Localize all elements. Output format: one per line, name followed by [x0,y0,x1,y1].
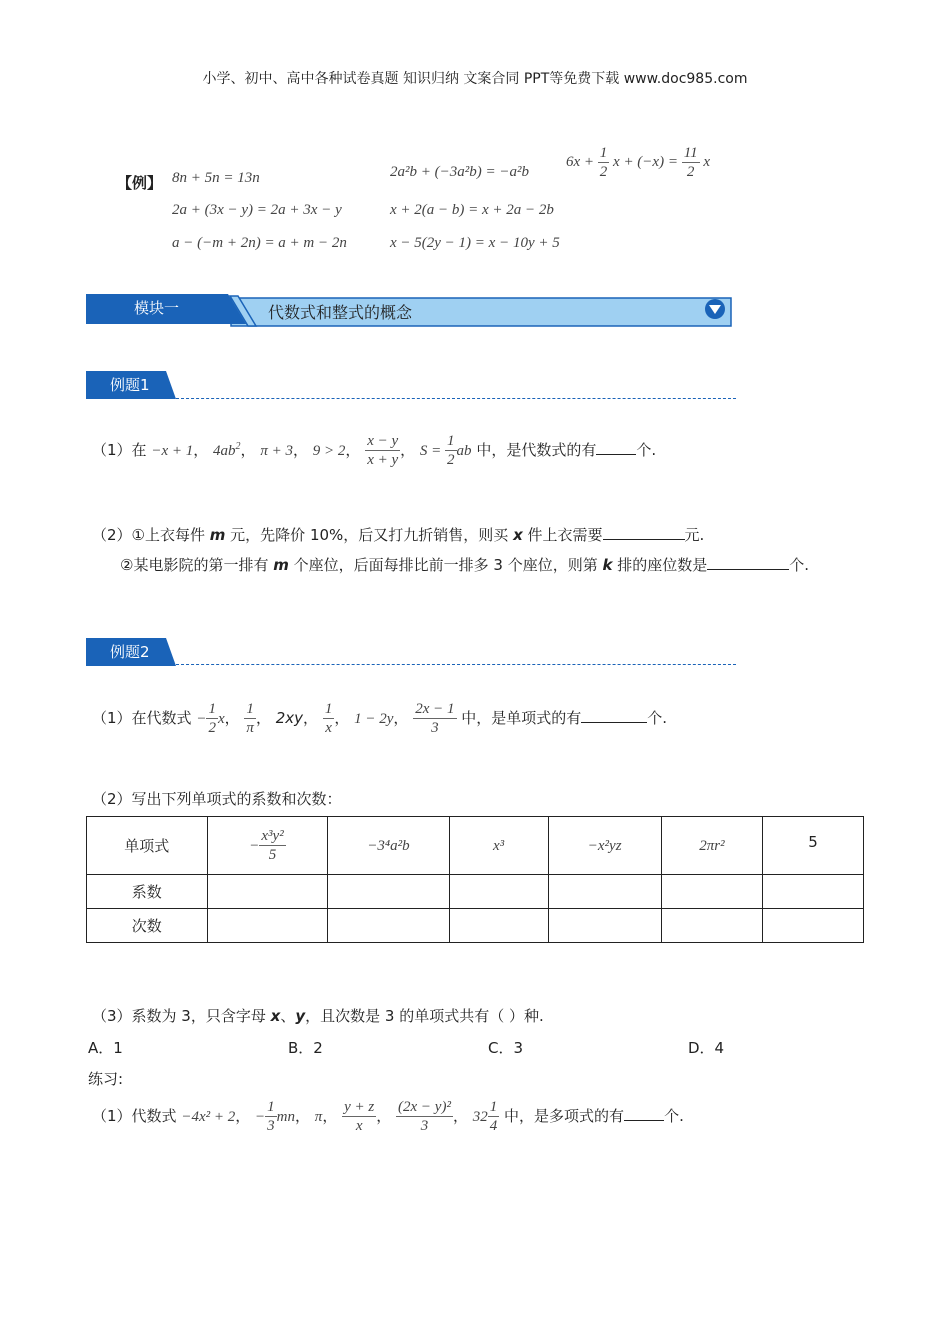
answer-cell[interactable] [661,875,762,909]
answer-cell[interactable] [763,875,864,909]
table-header-cell: 系数 [87,875,208,909]
example-eq-1: 8n + 5n = 13n [172,170,260,186]
table-cell: −x²yz [548,817,661,875]
table-header-cell: 次数 [87,909,208,943]
option-a[interactable]: A．1 [88,1039,123,1057]
practice-q1: （1）代数式 −4x² + 2， − $\frac{1}{3}$ mn， π， $\frac{y + z}{x}$ ， $\frac{\text{(2x − y)²}}{3}$ ， 32 $\frac{1}{4}$ 中，是多项式的有 个. [92,1099,684,1134]
table-cell: −3⁴a²b [328,817,449,875]
example-eq-7: x − 5(2y − 1) = x − 10y + 5 [390,235,560,251]
answer-blank[interactable] [581,708,647,723]
example2-tag: 例题2 [110,643,150,661]
answer-cell[interactable] [661,909,762,943]
ex2-q1: （1）在代数式 − $\frac{1}{2}$ x， $\frac{1}{\pi}$ ， 2xy， $\frac{1}{x}$ ， 1 − 2y， $\frac{2x - 1}{3}$ 中，是单项式的有 个. [92,701,668,736]
answer-blank[interactable] [707,555,789,570]
answer-cell[interactable] [763,909,864,943]
ex2-q3: （3）系数为 3，只含字母 x、y，且次数是 3 的单项式共有（ ）种. [92,1007,544,1025]
answer-cell[interactable] [449,909,548,943]
table-row [87,909,864,943]
ex1-q2b: ②某电影院的第一排有 m 个座位，后面每排比前一排多 3 个座位，则第 k 排的座位数是 个. [120,556,810,574]
answer-cell[interactable] [207,909,328,943]
answer-blank[interactable] [624,1106,664,1121]
example-label: 【例】 [117,174,163,192]
answer-blank[interactable] [596,440,636,455]
answer-cell[interactable] [328,909,449,943]
ex1-q2a: （2）①上衣每件 m 元，先降价 10%，后又打九折销售，则买 x 件上衣需要 元. [92,526,705,544]
example-eq-3: 6x + $\frac{1}{2}$ x + (−x) = $\frac{11}{2}$ x [566,145,711,180]
monomial-table [86,816,864,943]
option-c[interactable]: C．3 [488,1039,524,1057]
table-row [87,875,864,909]
answer-cell[interactable] [548,909,661,943]
ex1-q1: （1）在 −x + 1， $4ab^2$， π + 3， 9 > 2， $\frac{x - y}{x + y}$ ， S = $\frac{1}{2}$ ab 中，是代数式的有 个. [92,433,657,468]
answer-cell[interactable] [207,875,328,909]
answer-cell[interactable] [449,875,548,909]
answer-cell[interactable] [548,875,661,909]
option-b[interactable]: B．2 [288,1039,323,1057]
example-eq-4: 2a + (3x − y) = 2a + 3x − y [172,202,342,218]
module-title: 代数式和整式的概念 [268,303,413,322]
practice-label: 练习: [88,1070,124,1088]
table-cell: 5 [763,817,864,875]
table-cell: x³ [449,817,548,875]
answer-cell[interactable] [328,875,449,909]
table-cell: 2πr² [661,817,762,875]
table-cell: − $\frac{\text{x³y²}}{5}$ [207,817,328,875]
divider [176,664,736,665]
example-eq-6: a − (−m + 2n) = a + m − 2n [172,235,347,251]
option-d[interactable]: D．4 [688,1039,725,1057]
site-header: 小学、初中、高中各种试卷真题 知识归纳 文案合同 PPT等免费下载 www.doc985.com [202,71,748,87]
ex2-q2-text: （2）写出下列单项式的系数和次数： [92,790,342,808]
table-row [87,817,864,875]
example1-tag: 例题1 [110,376,150,394]
answer-blank[interactable] [603,525,685,540]
module-tag: 模块一 [134,299,180,317]
table-header-cell: 单项式 [87,817,208,875]
divider [176,398,736,399]
example-eq-5: x + 2(a − b) = x + 2a − 2b [390,202,554,218]
example-eq-2: 2a²b + (−3a²b) = −a²b [390,164,529,180]
